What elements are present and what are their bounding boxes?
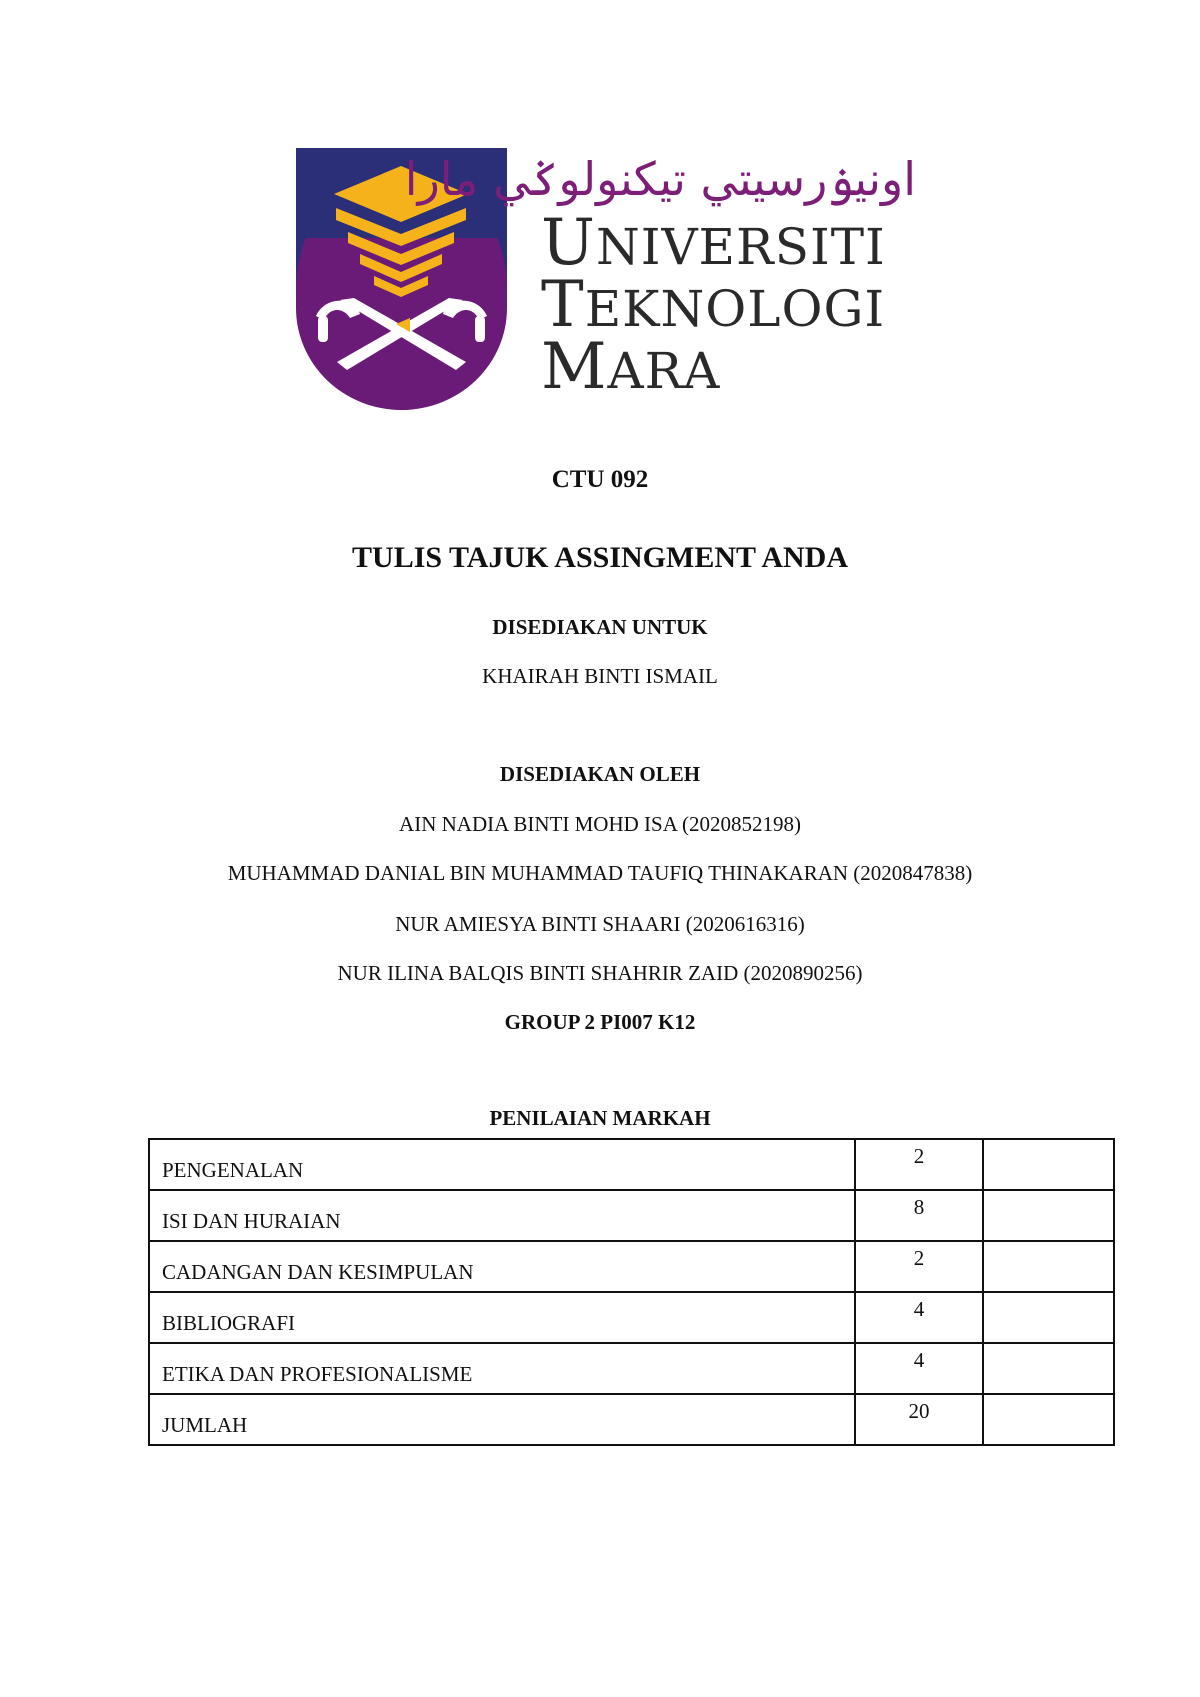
score-cell — [983, 1139, 1114, 1190]
max-mark-cell: 20 — [855, 1394, 984, 1445]
prepared-for-label: DISEDIAKAN UNTUK — [492, 615, 708, 639]
criterion-cell: BIBLIOGRAFI — [149, 1292, 855, 1343]
max-mark-cell: 4 — [855, 1343, 984, 1394]
group-code: GROUP 2 PI007 K12 — [504, 1010, 696, 1034]
table-row — [149, 1139, 1114, 1190]
group-member: NUR AMIESYA BINTI SHAARI (2020616316) — [395, 912, 805, 936]
marks-table — [148, 1138, 1115, 1446]
criterion-cell: ETIKA DAN PROFESIONALISME — [149, 1343, 855, 1394]
group-member: NUR ILINA BALQIS BINTI SHAHRIR ZAID (2020890256) — [337, 961, 863, 985]
score-cell — [983, 1190, 1114, 1241]
university-line-3: MARA — [541, 330, 721, 404]
university-line-1: UNIVERSITI — [541, 206, 886, 280]
max-mark-cell: 2 — [855, 1241, 984, 1292]
max-mark-cell: 8 — [855, 1190, 984, 1241]
table-row — [149, 1343, 1114, 1394]
table-row — [149, 1394, 1114, 1445]
table-row — [149, 1292, 1114, 1343]
lecturer-name: KHAIRAH BINTI ISMAIL — [482, 664, 718, 688]
group-member: AIN NADIA BINTI MOHD ISA (2020852198) — [399, 812, 801, 836]
max-mark-cell: 4 — [855, 1292, 984, 1343]
assignment-title: TULIS TAJUK ASSINGMENT ANDA — [352, 541, 848, 574]
university-line-2: TEKNOLOGI — [541, 268, 886, 342]
max-mark-cell: 2 — [855, 1139, 984, 1190]
criterion-cell: CADANGAN DAN KESIMPULAN — [149, 1241, 855, 1292]
score-cell — [983, 1343, 1114, 1394]
prepared-by-label: DISEDIAKAN OLEH — [499, 762, 701, 786]
criterion-cell: ISI DAN HURAIAN — [149, 1190, 855, 1241]
table-row — [149, 1241, 1114, 1292]
marks-heading: PENILAIAN MARKAH — [489, 1106, 711, 1130]
criterion-cell: JUMLAH — [149, 1394, 855, 1445]
uitm-wordmark — [404, 148, 916, 404]
criterion-cell: PENGENALAN — [149, 1139, 855, 1190]
course-code: CTU 092 — [551, 466, 649, 493]
table-row — [149, 1190, 1114, 1241]
score-cell — [983, 1241, 1114, 1292]
score-cell — [983, 1394, 1114, 1445]
group-member: MUHAMMAD DANIAL BIN MUHAMMAD TAUFIQ THINAKARAN (2020847838) — [227, 861, 973, 885]
jawi-university-name: اونيۏرسيتي تيکنولوݢي مارا — [404, 152, 916, 206]
score-cell — [983, 1292, 1114, 1343]
